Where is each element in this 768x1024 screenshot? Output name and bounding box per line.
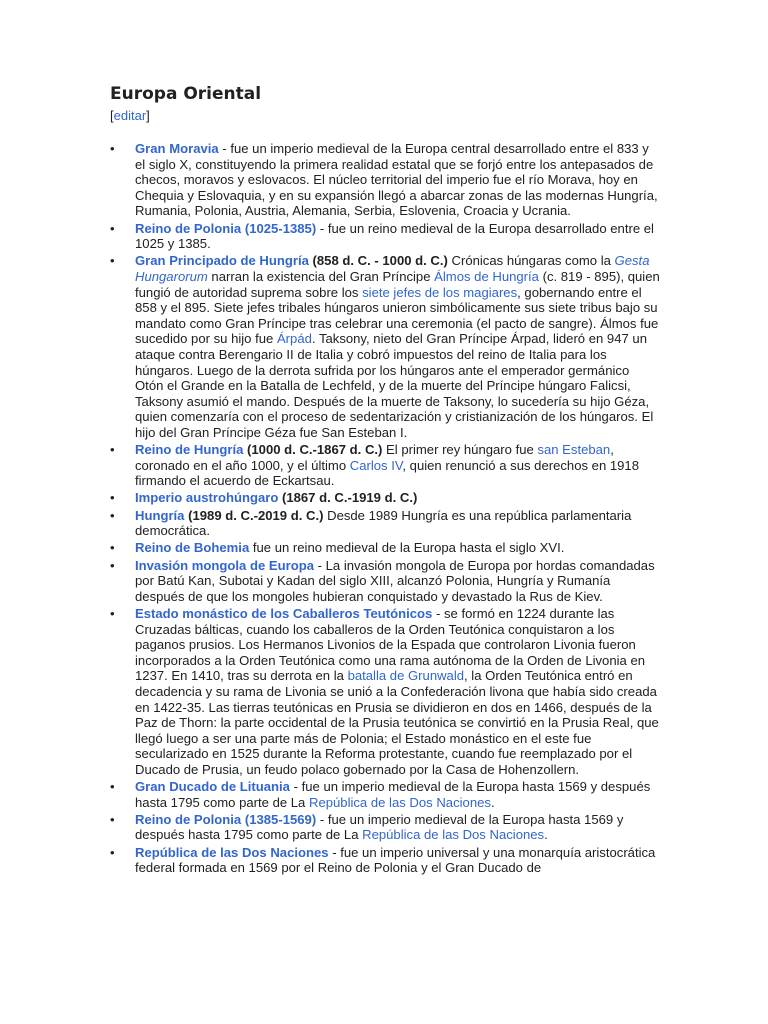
item-text: Desde 1989 Hungría es una república parlamentaria democrática. <box>135 507 632 539</box>
item-text: - fue un imperio universal y una monarquía aristocrática federal formada en 1569 por el Reino de Polonia y el Gran Ducado de <box>135 844 656 876</box>
item-title-link[interactable]: Gran Moravia <box>135 141 219 156</box>
item-text: . Taksony, nieto del Gran Príncipe Árpad, lideró en 947 un ataque contra Berengario II de Italia y cobró impuestos del reino de Italia para los húngaros. Luego de la derrota sufrida por los húngaros ante el emperador germánico Otón el Grande en la Batalla de Lechfeld, y de la muerte del Príncipe húngaro Falicsi, Taksony asumió el mando. Después de la muerte de Taksony, lo sucedería su hijo Géza, quien comenzaría con el proceso de sedentarización y cristianización de los húngaros. El hijo del Gran Príncipe Géza fue San Esteban I. <box>135 331 654 440</box>
item-text: - La invasión mongola de Europa por hordas comandadas por Batú Kan, Subotai y Kadan del siglo XIII, alcanzó Polonia, Hungría y Rumanía después de que los mongoles hubieran conquistado y devastado la Rus de Kiev. <box>135 557 655 604</box>
item-text: - fue un imperio medieval de la Europa central desarrollado entre el 833 y el siglo X, constituyendo la primera realidad estatal que se forjó entre los antepasados de checos, moravos y eslovacos. El núcleo territorial del imperio fue el río Morava, hoy en Chequia y Eslovaquia, y en su expansión llegó a abarcar zonas de las modernas Hungría, Rumania, Polonia, Austria, Alemania, Serbia, Eslovenia, Croacia y Ucrania. <box>135 141 658 219</box>
inline-link[interactable]: san Esteban <box>537 442 611 458</box>
date-range: (1867 d. C.-1919 d. C.) <box>278 490 418 506</box>
list-item <box>110 606 660 778</box>
list-item <box>110 442 660 489</box>
list-item <box>110 141 660 219</box>
item-title-link[interactable]: Reino de Hungría <box>135 442 244 458</box>
list-item <box>110 540 660 556</box>
inline-link[interactable]: Gesta Hungarorum <box>135 253 650 284</box>
item-text: . <box>544 827 548 843</box>
edit-section <box>110 108 150 123</box>
item-title-link[interactable]: Invasión mongola de Europa <box>135 557 314 573</box>
item-text: , la Orden Teutónica entró en decadencia y su rama de Livonia se unió a la Confederación livona que había sido creada en 1422-35. Las tierras teutónicas en Prusia se dividieron en dos en 1466, después de la Paz de Thorn: la parte occidental de la Prusia teutónica se convirtió en la Prusia Real, que llegó luego a ser una parte más de Polonia; el Estado monástico en el este fue secularizado en 1525 durante la Reforma protestante, cuando fue reemplazado por el Ducado de Prusia, un feudo polaco gobernado por la Casa de Hohenzollern. <box>135 668 659 777</box>
item-title-link[interactable]: Imperio austrohúngaro <box>135 490 279 506</box>
inline-link[interactable]: Álmos de Hungría <box>434 268 539 284</box>
list-item <box>110 221 660 252</box>
item-text: . <box>490 794 495 810</box>
inline-link[interactable]: República de las Dos Naciones <box>308 794 491 810</box>
state-list <box>110 141 660 877</box>
inline-link[interactable]: Árpád <box>276 331 312 347</box>
edit-open-bracket: [ <box>110 108 114 123</box>
list-item <box>110 812 660 843</box>
item-text: - fue un reino medieval de la Europa desarrollado entre el 1025 y 1385. <box>135 220 654 252</box>
item-text: El primer rey húngaro fue <box>382 442 538 458</box>
list-item <box>110 779 660 810</box>
list-item <box>110 508 660 539</box>
item-text: narran la existencia del Gran Príncipe <box>207 268 435 284</box>
date-range: (858 d. C. - 1000 d. C.) <box>308 253 448 269</box>
item-title-link[interactable]: Estado monástico de los Caballeros Teutónicos <box>135 605 433 621</box>
item-text: , quien renunció a sus derechos en 1918 firmando el acuerdo de Eckartsau. <box>135 457 639 489</box>
inline-link[interactable]: batalla de Grunwald <box>347 668 465 684</box>
item-text: - fue un imperio medieval de la Europa hasta 1569 y después hasta 1795 como parte de La <box>135 779 651 810</box>
item-text: fue un reino medieval de la Europa hasta el siglo XVI. <box>249 540 565 556</box>
date-range: (1989 d. C.-2019 d. C.) <box>184 507 324 523</box>
section-heading: Europa Oriental <box>110 84 262 104</box>
item-title-link[interactable]: Reino de Polonia (1025-1385) <box>135 220 317 236</box>
item-title-link[interactable]: Reino de Polonia (1385-1569) <box>135 811 317 827</box>
item-title-link[interactable]: Hungría <box>135 507 185 523</box>
list-item <box>110 558 660 605</box>
item-text: (c. 819 - 895), quien fungió de autoridad suprema sobre los <box>135 268 660 300</box>
inline-link[interactable]: siete jefes de los magiares <box>362 284 518 300</box>
date-range: (1000 d. C.-1867 d. C.) <box>243 442 383 458</box>
item-text: Crónicas húngaras como la <box>447 253 615 269</box>
item-title-link[interactable]: República de las Dos Naciones <box>135 844 329 860</box>
item-title-link[interactable]: Gran Principado de Hungría <box>135 253 309 269</box>
inline-link[interactable]: Carlos IV <box>349 457 403 473</box>
list-item <box>110 490 660 506</box>
edit-link[interactable]: editar <box>113 108 147 123</box>
item-text: , gobernando entre el 858 y el 895. Siete jefes tribales húngaros unieron simbólicamente sus siete tribus bajo su mandato como Gran Príncipe tras celebrar una ceremonia (el pacto de sangre). Álmos fue sucedido por su hijo fue <box>135 284 659 347</box>
edit-close-bracket: ] <box>146 108 150 123</box>
list-item <box>110 253 660 440</box>
list-item <box>110 845 660 876</box>
item-text: - fue un imperio medieval de la Europa hasta 1569 y después hasta 1795 como parte de La <box>135 811 624 843</box>
inline-link[interactable]: República de las Dos Naciones <box>362 827 545 843</box>
item-title-link[interactable]: Reino de Bohemia <box>135 540 250 556</box>
item-text: - se formó en 1224 durante las Cruzadas bálticas, cuando los caballeros de la Orden Teutónica conquistaron a los paganos prusios. Los Hermanos Livonios de la Espada que controlaron Livonia fueron incorporados a la Orden Teutónica como una rama autónoma de la Orden de Livonia en 1237. En 1410, tras su derrota en la <box>135 605 646 684</box>
item-text: , coronado en el año 1000, y el último <box>135 442 614 473</box>
item-title-link[interactable]: Gran Ducado de Lituania <box>135 779 290 795</box>
